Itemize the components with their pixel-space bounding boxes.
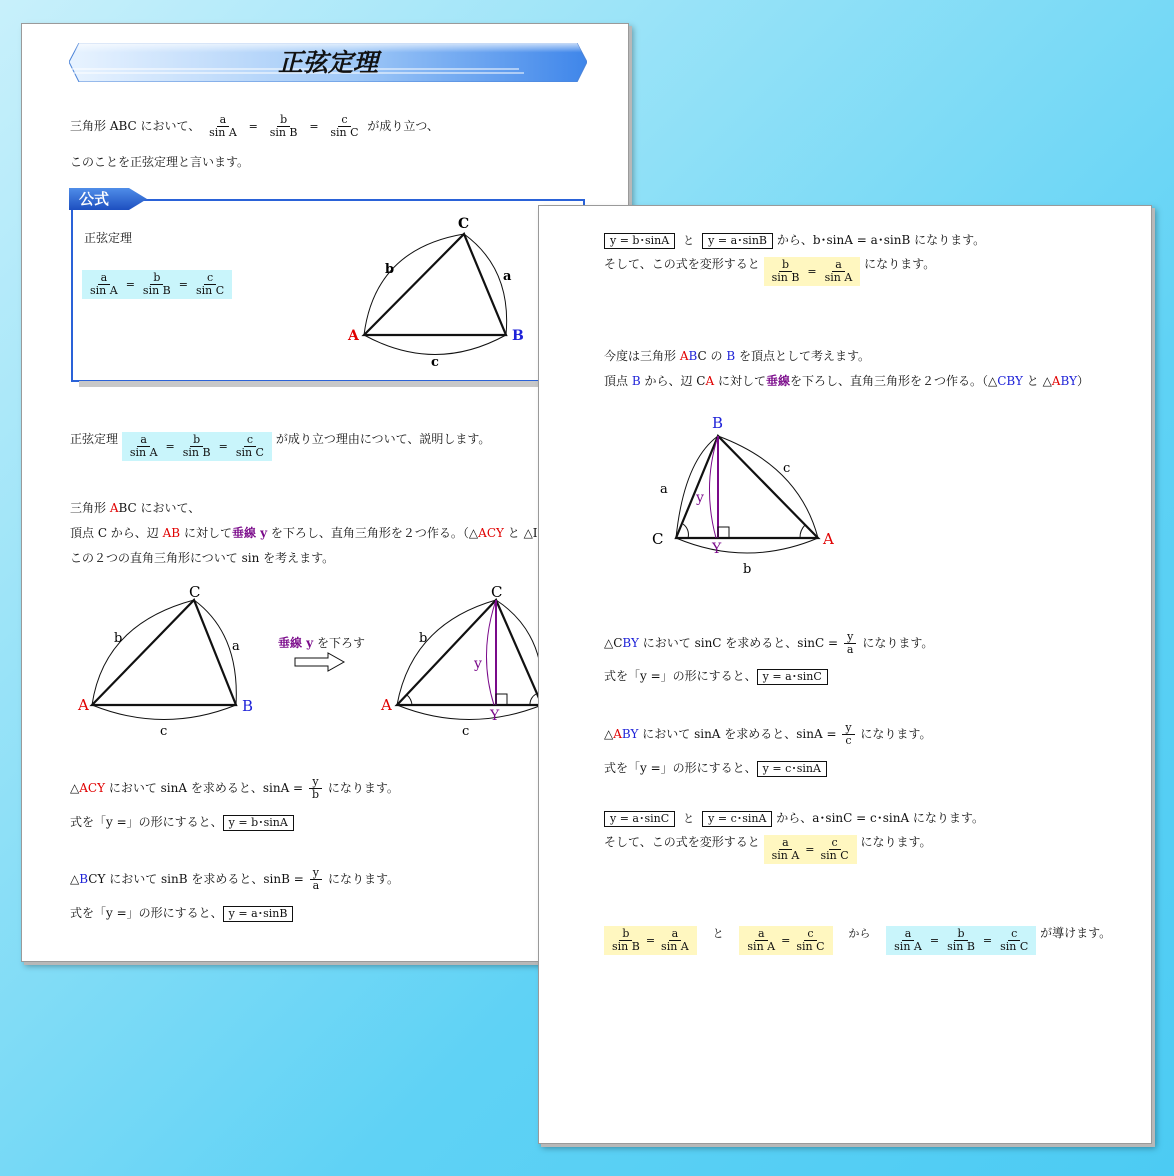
text: そして、この式を変形すると [604, 257, 760, 271]
fraction-y-a [844, 631, 857, 656]
vertex-label-A: A [78, 696, 89, 714]
fraction-denominator: sin A [129, 446, 158, 459]
page2-para-line-2 [604, 373, 1089, 389]
sine-law-formula [122, 432, 272, 461]
fraction-a-sinA [87, 272, 121, 297]
para-line-2 [70, 525, 538, 541]
vertex-label-C: C [458, 216, 470, 232]
label-B: B [726, 349, 736, 363]
text: と △I [503, 526, 538, 540]
fraction-numerator: b [190, 434, 203, 447]
formula-tab-label: 公式 [79, 190, 110, 208]
fraction-y-c [842, 722, 854, 747]
text: 式を「y =」の形にすると、 [70, 815, 223, 829]
foot-label-Y: Y [712, 541, 722, 557]
text: と [683, 234, 695, 247]
bcy-result-line [70, 905, 293, 922]
label-CY: CY [87, 781, 106, 795]
side-label-c: c [160, 724, 168, 739]
equals-sign: = [309, 120, 319, 133]
triangle-abc [92, 600, 236, 705]
fraction-numerator: y [844, 631, 856, 644]
side-label-c: c [431, 355, 439, 369]
right-angle-mark [718, 527, 729, 538]
fraction-numerator: a [755, 928, 768, 941]
fraction-numerator: b [619, 928, 632, 941]
vertex-label-A: A [823, 530, 834, 548]
cby-result-line [604, 668, 828, 685]
fraction-denominator: sin B [269, 126, 298, 139]
text: 今度は三角形 [604, 349, 680, 363]
fraction-denominator: sin B [947, 940, 975, 953]
intro-prefix: 三角形 ABC において、 [70, 119, 201, 133]
label-C: C [697, 349, 707, 363]
equals-sign: = [805, 842, 815, 856]
fraction-c-sinC [793, 928, 827, 953]
equals-sign: = [248, 120, 258, 133]
formula-label: 正弦定理 [84, 231, 133, 245]
vertex-label-A: A [348, 328, 359, 344]
perpendicular-label: 垂線 y [278, 636, 314, 650]
fraction-denominator: sin A [661, 940, 689, 953]
fraction-c-sinC [818, 837, 852, 862]
text: と △ [1022, 374, 1052, 388]
fraction-numerator: a [98, 272, 111, 285]
triangle-symbol: △ [604, 636, 614, 650]
vertex-label-B: B [242, 697, 254, 715]
page-2 [538, 205, 1152, 1144]
text: を下ろす [313, 636, 365, 650]
fraction-denominator: sin C [820, 849, 849, 862]
intro-suffix: が成り立つ、 [367, 119, 439, 133]
triangle-symbol: △ [70, 781, 80, 795]
arrow-label [278, 635, 365, 651]
fraction-numerator: y [309, 776, 321, 789]
label-BY: BY [621, 727, 639, 741]
text: そして、この式を変形すると [604, 835, 760, 849]
boxed-equation: y = a･sinB [702, 233, 773, 249]
fraction-b-sinB [769, 259, 803, 284]
fraction-a-sinA [206, 114, 240, 139]
vertex-label-C: C [652, 530, 664, 548]
fraction-numerator: b [779, 259, 792, 272]
label-A: A [1051, 374, 1061, 388]
fraction-denominator: sin C [1000, 940, 1029, 953]
vertex-label-C: C [189, 584, 201, 601]
perpendicular-label-y: y [696, 490, 704, 506]
boxed-equation: y = a･sinB [223, 906, 294, 922]
aby-line [604, 722, 931, 747]
cby-line [604, 631, 933, 656]
boxed-equation: y = c･sinA [757, 761, 827, 777]
label-C: C [613, 636, 623, 650]
angle-mark-C [683, 524, 688, 538]
label-A: A [705, 374, 715, 388]
text: と [712, 927, 724, 940]
title-banner [69, 43, 587, 82]
bcy-line [70, 867, 399, 892]
label-AB: AB [162, 526, 181, 540]
fraction-denominator: sin B [771, 271, 800, 284]
acy-result-line [70, 814, 294, 831]
fraction-c-sinC [997, 928, 1031, 953]
fraction-denominator: b [311, 788, 319, 801]
arc-c [92, 705, 236, 720]
arc-c [364, 335, 506, 355]
text: において sinA を求めると、sinA = [105, 781, 304, 795]
side-label-b: b [114, 631, 123, 646]
triangle-diagram-page2 [639, 406, 849, 581]
label-CBY: CBY [997, 374, 1023, 388]
equals-sign: = [645, 933, 656, 947]
para-line-1 [70, 500, 200, 516]
text: から、b･sinA = a･sinB になります。 [776, 233, 986, 247]
label-A: A [679, 349, 689, 363]
fraction-numerator: y [310, 867, 322, 880]
fraction-denominator: sin A [894, 940, 922, 953]
triangle-diagram-left [74, 584, 264, 739]
fraction-denominator: sin C [195, 284, 225, 297]
fraction-numerator: c [204, 272, 216, 285]
vertex-label-C: C [491, 584, 503, 601]
fraction-numerator: c [338, 114, 350, 127]
equals-sign: = [218, 439, 228, 453]
fraction-denominator: sin A [90, 284, 118, 297]
text: を頂点として考えます。 [735, 349, 871, 363]
fraction-a-sinA [769, 837, 803, 862]
equals-sign: = [125, 277, 135, 291]
fraction-numerator: b [150, 272, 163, 285]
text: において sinC を求めると、sinC = [638, 636, 839, 650]
text: 式を「y =」の形にすると、 [70, 906, 223, 920]
text: に対して [180, 526, 232, 540]
formula-a-c [739, 926, 832, 955]
fraction-denominator: sin C [330, 126, 359, 139]
side-label-b: b [743, 562, 752, 577]
fraction-c-sinC [233, 434, 267, 459]
fraction-a-sinA [744, 928, 778, 953]
fraction-numerator: a [137, 434, 150, 447]
label-B: B [688, 349, 698, 363]
triangle-abc [676, 436, 818, 538]
foot-label-Y: Y [490, 708, 500, 724]
transformed-formula [764, 257, 861, 286]
fraction-a-sinA [822, 259, 856, 284]
conclusion-line [604, 925, 1111, 955]
sine-law-formula [82, 270, 232, 299]
fraction-denominator: sin A [771, 849, 800, 862]
label-B: B [79, 872, 89, 886]
fraction-b-sinB [140, 272, 174, 297]
text: において sinB を求めると、sinB = [105, 872, 304, 886]
boxed-equation: y = b･sinA [604, 233, 675, 249]
side-label-a: a [503, 269, 512, 284]
equals-sign: = [982, 933, 993, 947]
fraction-numerator: a [902, 928, 915, 941]
right-angle-mark [496, 694, 507, 705]
fraction-denominator: sin B [142, 284, 171, 297]
fraction-b-sinB [267, 114, 301, 139]
text: 式を「y =」の形にすると、 [604, 761, 757, 775]
formula-tab [69, 188, 147, 210]
fraction-numerator: c [829, 837, 841, 850]
fraction-denominator: a [312, 879, 320, 892]
vertex-label-B: B [512, 328, 524, 344]
text: になります。 [860, 835, 932, 849]
intro-line-2: このことを正弦定理と言います。 [70, 155, 250, 169]
side-label-c: c [462, 724, 470, 739]
fraction-denominator: sin A [747, 940, 776, 953]
triangle-symbol: △ [604, 727, 614, 741]
boxed-equation: y = a･sinC [604, 811, 675, 827]
fraction-denominator: sin C [235, 446, 264, 459]
label-ACY: ACY [478, 526, 504, 540]
right-arrow-icon [294, 652, 346, 672]
side-label-c: c [783, 461, 791, 476]
side-label-b: b [419, 631, 428, 646]
fraction-numerator: c [244, 434, 256, 447]
fraction-numerator: a [669, 928, 682, 941]
arc-c [397, 705, 542, 720]
text: BC において、 [118, 501, 201, 515]
text: になります。 [328, 872, 400, 886]
label-A: A [79, 781, 88, 795]
arc-y [486, 600, 496, 705]
triangle-diagram-formula [340, 209, 540, 369]
fraction-numerator: a [832, 259, 845, 272]
text: 頂点 [604, 374, 632, 388]
perpendicular-label-y: y [474, 656, 482, 672]
para-line-3: この２つの直角三角形について sin を考えます。 [70, 551, 335, 565]
fraction-numerator: y [842, 722, 854, 735]
angle-mark-A [800, 525, 805, 538]
boxed-equation: y = a･sinC [757, 669, 828, 685]
perpendicular-label: 垂線 y [231, 526, 268, 540]
page-title: 正弦定理 [277, 48, 378, 77]
text: 頂点 C から、辺 [70, 526, 163, 540]
boxed-equation: y = b･sinA [223, 815, 294, 831]
equals-sign: = [929, 933, 940, 947]
equals-sign: = [807, 264, 817, 278]
vertex-label-A: A [381, 696, 392, 714]
fraction-b-sinB [180, 434, 214, 459]
page2-para-line-1 [604, 348, 870, 364]
label-BY: BY [622, 636, 639, 650]
equals-sign: = [781, 933, 791, 947]
text: 式を「y =」の形にすると、 [604, 669, 757, 683]
label-A: A [109, 501, 119, 515]
fraction-y-a [310, 867, 323, 892]
perpendicular-label: 垂線 [765, 374, 790, 388]
fraction-numerator: c [804, 928, 816, 941]
text: になります。 [862, 636, 934, 650]
combine-transform-line [604, 834, 932, 864]
transformed-formula [764, 835, 857, 864]
fraction-b-sinB [944, 928, 978, 953]
text: が導けます。 [1040, 926, 1112, 940]
text: から [848, 927, 871, 940]
explain-line [70, 431, 490, 461]
text: に対して [714, 374, 766, 388]
arc-b [676, 538, 818, 553]
side-label-b: b [385, 262, 395, 277]
sine-law-formula [886, 926, 1036, 955]
fraction-a-sinA [127, 434, 161, 459]
angle-mark-B [530, 694, 536, 705]
text: において sinA を求めると、sinA = [638, 727, 837, 741]
label-B: B [631, 374, 641, 388]
equals-sign: = [165, 439, 175, 453]
acy-line [70, 776, 399, 801]
label-BY: BY [1060, 374, 1077, 388]
fraction-numerator: b [277, 114, 290, 127]
text: になります。 [327, 781, 399, 795]
aby-result-line [604, 760, 827, 777]
intro-line [70, 114, 439, 139]
formula-b-a [604, 926, 697, 955]
fraction-a-sinA [891, 928, 925, 953]
text: になります。 [860, 727, 932, 741]
fraction-denominator: sin A [824, 271, 853, 284]
fraction-denominator: sin A [209, 126, 237, 139]
fraction-numerator: c [1008, 928, 1020, 941]
text: の [706, 349, 727, 363]
equals-sign: = [178, 277, 188, 291]
fraction-numerator: b [954, 928, 967, 941]
text: から、辺 C [640, 374, 706, 388]
triangle-abc [397, 600, 542, 705]
label-CY: CY [88, 872, 106, 886]
fraction-a-sinA [658, 928, 692, 953]
fraction-denominator: a [846, 643, 854, 656]
explain-prefix: 正弦定理 [70, 432, 119, 446]
vertex-label-B: B [712, 414, 724, 432]
triangle-abc [364, 234, 506, 335]
fraction-denominator: c [845, 734, 852, 747]
text: と [683, 812, 695, 825]
fraction-y-b [309, 776, 322, 801]
text: 三角形 [70, 501, 110, 515]
boxed-equation: y = c･sinA [702, 811, 772, 827]
combine-line [604, 810, 984, 827]
fraction-numerator: a [217, 114, 230, 127]
page2-transform-line [604, 256, 935, 286]
fraction-denominator: sin B [612, 940, 640, 953]
fraction-c-sinC [193, 272, 227, 297]
fraction-denominator: sin C [796, 940, 825, 953]
triangle-symbol: △ [70, 872, 80, 886]
fraction-denominator: sin B [182, 446, 211, 459]
page2-top-line [604, 232, 985, 249]
fraction-c-sinC [327, 114, 361, 139]
label-A: A [613, 727, 622, 741]
text: を下ろし、直角三角形を２つ作る。（△ [789, 374, 998, 388]
fraction-b-sinB [609, 928, 643, 953]
text: になります。 [864, 257, 936, 271]
angle-mark-A [407, 695, 412, 705]
text: ） [1077, 374, 1090, 388]
text: から、a･sinC = c･sinA になります。 [776, 811, 984, 825]
fraction-numerator: a [779, 837, 792, 850]
text: を下ろし、直角三角形を２つ作る。（△ [267, 526, 479, 540]
side-label-a: a [232, 639, 240, 654]
side-label-a: a [660, 482, 668, 497]
explain-suffix: が成り立つ理由について、説明します。 [275, 432, 491, 446]
